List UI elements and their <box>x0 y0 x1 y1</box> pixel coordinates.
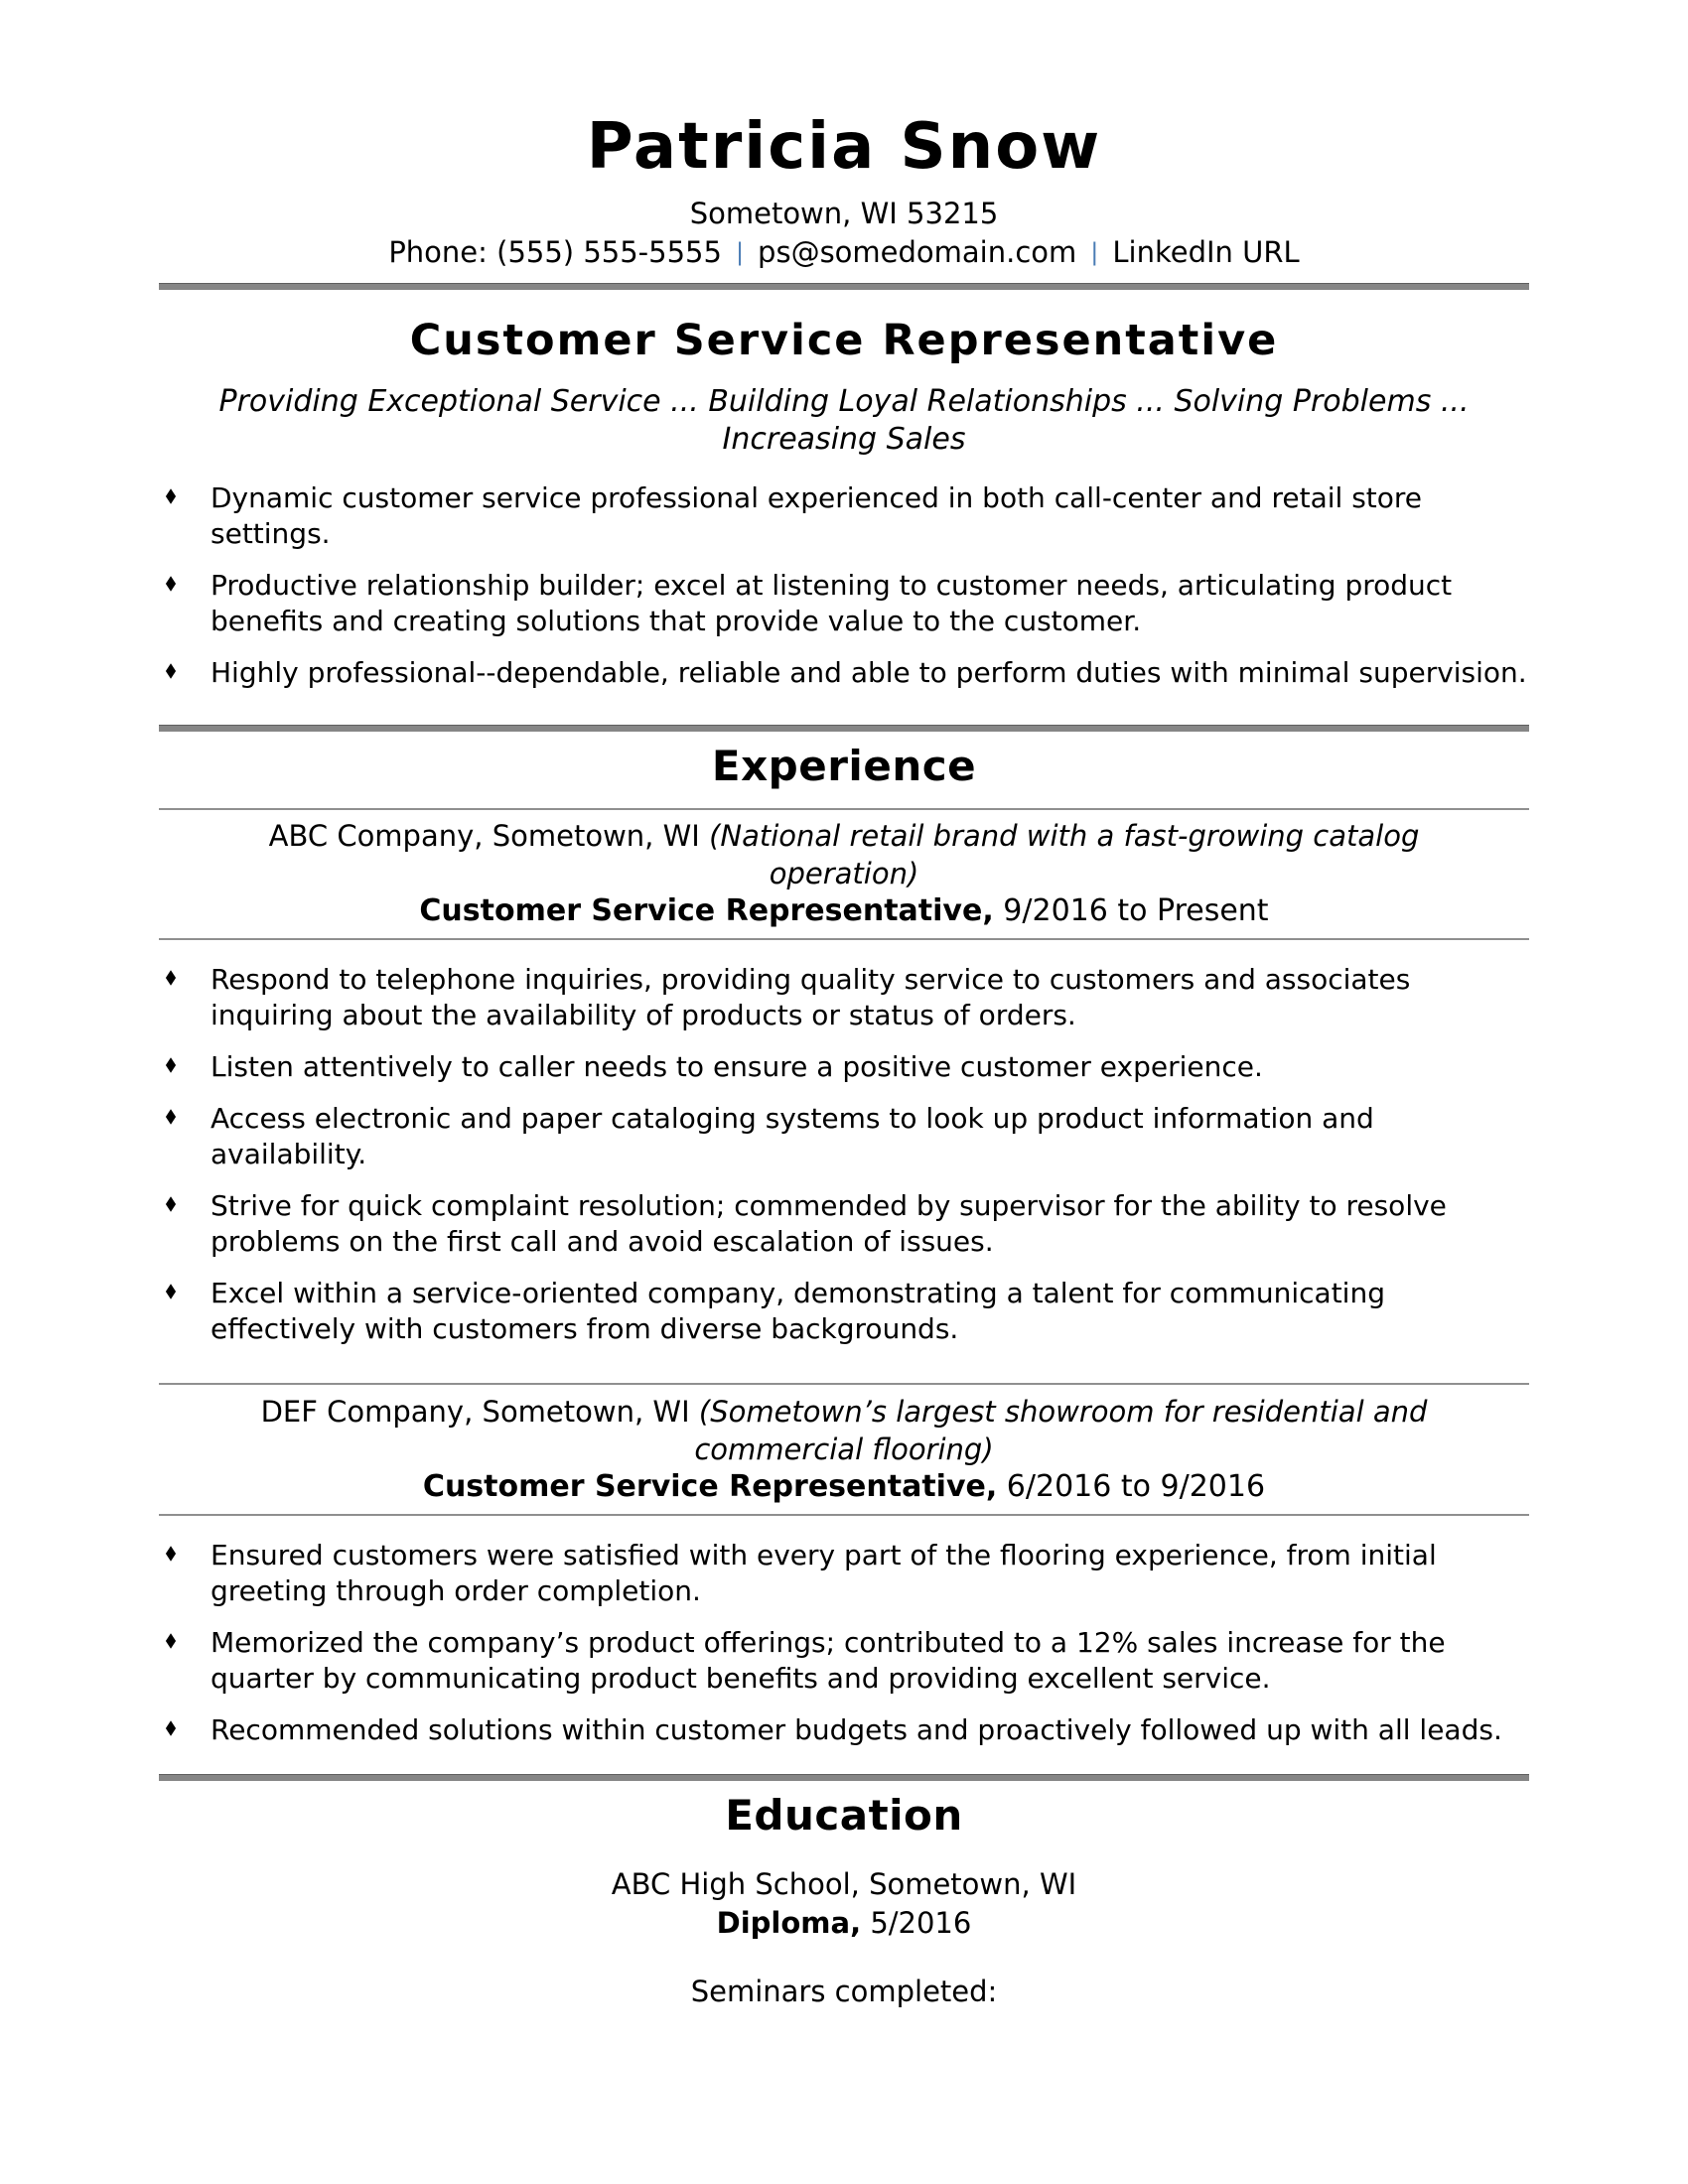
linkedin-link: LinkedIn URL <box>1112 234 1300 269</box>
job-dates: 9/2016 to Present <box>1003 893 1269 929</box>
person-name: Patricia Snow <box>586 110 1102 184</box>
job-bullet: Memorized the company’s product offerings; contributed to a 12% sales increase for the quarter by communicating product benefits and providing excellent service. <box>159 1625 1529 1697</box>
credential: Diploma, <box>716 1905 862 1940</box>
resume-title: Customer Service Representative <box>409 316 1279 366</box>
credential-date: 5/2016 <box>870 1905 972 1940</box>
summary-bullet: Highly professional--dependable, reliable and able to perform duties with minimal supervision. <box>159 655 1529 691</box>
tagline-line1: Providing Exceptional Service ... Building Loyal Relationships ... Solving Problems ... <box>218 383 1470 419</box>
location-line: Sometown, WI 53215 <box>689 196 999 230</box>
job-header <box>159 817 1529 930</box>
summary-list <box>159 480 1529 691</box>
job-title: Customer Service Representative, <box>422 1469 998 1505</box>
job-bullet-list <box>159 1538 1529 1748</box>
company-name: DEF Company, Sometown, WI <box>260 1395 690 1430</box>
divider-thin <box>159 808 1529 810</box>
summary-bullet: Dynamic customer service professional experienced in both call-center and retail store settings. <box>159 480 1529 552</box>
section-heading-experience: Experience <box>711 741 977 790</box>
job-bullet: Strive for quick complaint resolution; commended by supervisor for the ability to resolve problems on the first call and avoid escalation of issues. <box>159 1188 1529 1260</box>
company-description: (Sometown’s largest showroom for residential and commercial flooring) <box>694 1395 1428 1467</box>
tagline-line2: Increasing Sales <box>722 421 966 457</box>
seminars-line: Seminars completed: <box>690 1974 998 2008</box>
job-company-line <box>213 817 1475 892</box>
email-address: ps@somedomain.com <box>758 234 1077 269</box>
summary-bullet: Productive relationship builder; excel at listening to customer needs, articulating product benefits and creating solutions that provide value to the customer. <box>159 568 1529 639</box>
divider-thin <box>159 1514 1529 1516</box>
job-bullet: Ensured customers were satisfied with every part of the flooring experience, from initial greeting through order completion. <box>159 1538 1529 1609</box>
job-bullet: Listen attentively to caller needs to ensure a positive customer experience. <box>159 1049 1529 1085</box>
divider-thin <box>159 938 1529 940</box>
phone-number: Phone: (555) 555-5555 <box>388 234 722 269</box>
separator-pipe-icon: | <box>735 237 745 266</box>
divider-thin <box>159 1383 1529 1385</box>
separator-pipe-icon: | <box>1090 237 1099 266</box>
job-bullet: Recommended solutions within customer budgets and proactively followed up with all leads. <box>159 1712 1529 1748</box>
job-company-line <box>213 1393 1475 1468</box>
diploma-line <box>159 1904 1529 1943</box>
education-block <box>159 1865 1529 2011</box>
company-name: ABC Company, Sometown, WI <box>268 819 700 854</box>
job-role-line <box>159 892 1529 930</box>
tagline <box>159 383 1529 459</box>
job-bullet: Respond to telephone inquiries, providing quality service to customers and associates inquiring about the availability of products or status of orders. <box>159 962 1529 1033</box>
job-title: Customer Service Representative, <box>419 893 994 929</box>
job-bullet-list <box>159 962 1529 1347</box>
divider-thick <box>159 725 1529 732</box>
school-line: ABC High School, Sometown, WI <box>611 1866 1077 1901</box>
divider-thick <box>159 1774 1529 1781</box>
company-description: (National retail brand with a fast-growing catalog operation) <box>709 819 1420 891</box>
job-bullet: Excel within a service-oriented company, demonstrating a talent for communicating effectively with customers from diverse backgrounds. <box>159 1276 1529 1347</box>
divider-thick <box>159 283 1529 290</box>
job-header <box>159 1393 1529 1506</box>
job-bullet: Access electronic and paper cataloging systems to look up product information and availability. <box>159 1101 1529 1172</box>
job-role-line <box>159 1468 1529 1506</box>
contact-line <box>159 233 1529 271</box>
job-dates: 6/2016 to 9/2016 <box>1006 1469 1266 1505</box>
section-heading-education: Education <box>725 1791 963 1841</box>
